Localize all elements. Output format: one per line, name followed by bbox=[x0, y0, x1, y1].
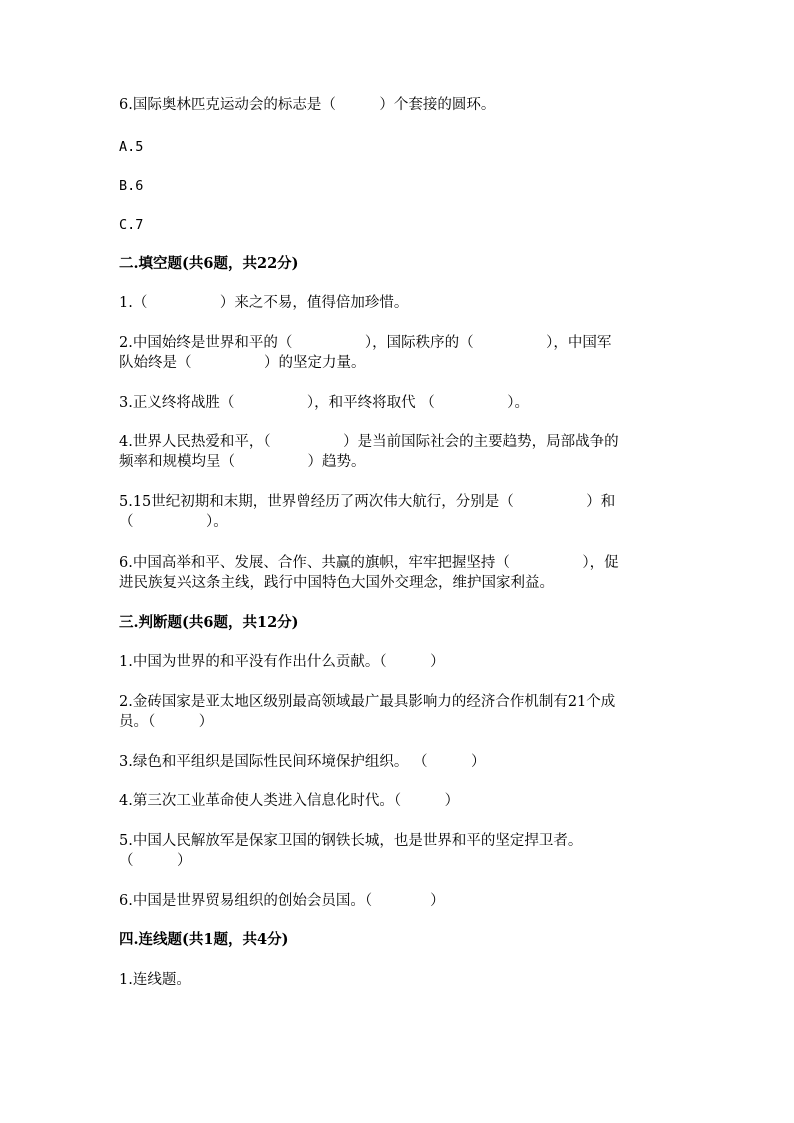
judge-question-6: 6.中国是世界贸易组织的创始会员国。（ ） bbox=[119, 893, 445, 909]
fill-question-4-line-2: 频率和规模均呈（ ）趋势。 bbox=[119, 454, 366, 470]
judge-question-2-line-1: 2.金砖国家是亚太地区级别最高领域最广最具影响力的经济合作机制有21个成 bbox=[119, 694, 616, 710]
fill-question-6-line-2: 进民族复兴这条主线，践行中国特色大国外交理念，维护国家利益。 bbox=[119, 575, 554, 591]
option-b: B.6 bbox=[119, 178, 144, 194]
judge-question-5-line-1: 5.中国人民解放军是保家卫国的钢铁长城，也是世界和平的坚定捍卫者。 bbox=[119, 833, 583, 849]
fill-question-4-line-1: 4.世界人民热爱和平，（ ）是当前国际社会的主要趋势，局部战争的 bbox=[119, 434, 619, 450]
judge-question-5-line-2: （ ） bbox=[119, 853, 192, 869]
option-a: A.5 bbox=[119, 139, 144, 155]
section-heading-fill-in: 二.填空题(共6题，共22分) bbox=[119, 255, 299, 272]
judge-question-3: 3.绿色和平组织是国际性民间环境保护组织。 （ ） bbox=[119, 754, 486, 770]
section-heading-matching: 四.连线题(共1题，共4分) bbox=[119, 931, 289, 948]
judge-question-1: 1.中国为世界的和平没有作出什么贡献。（ ） bbox=[119, 654, 445, 670]
fill-question-3: 3.正义终将战胜（ ），和平终将取代 （ ）。 bbox=[119, 395, 529, 411]
fill-question-5-line-2: （ ）。 bbox=[119, 514, 228, 530]
fill-question-5-line-1: 5.15世纪初期和末期，世界曾经历了两次伟大航行，分别是（ ）和 bbox=[119, 494, 616, 510]
judge-question-2-line-2: 员。（ ） bbox=[119, 714, 214, 730]
fill-question-2-line-1: 2.中国始终是世界和平的（ ），国际秩序的（ ），中国军 bbox=[119, 335, 612, 351]
judge-question-4: 4.第三次工业革命使人类进入信息化时代。（ ） bbox=[119, 793, 460, 809]
fill-question-1: 1.（ ）来之不易，值得倍加珍惜。 bbox=[119, 295, 409, 311]
matching-question-1: 1.连线题。 bbox=[119, 972, 191, 988]
fill-question-6-line-1: 6.中国高举和平、发展、合作、共赢的旗帜，牢牢把握坚持（ ），促 bbox=[119, 555, 619, 571]
section-heading-true-false: 三.判断题(共6题，共12分) bbox=[119, 614, 299, 631]
question-mc-6: 6.国际奥林匹克运动会的标志是（ ）个套接的圆环。 bbox=[119, 97, 496, 113]
option-c: C.7 bbox=[119, 217, 144, 233]
fill-question-2-line-2: 队始终是（ ）的坚定力量。 bbox=[119, 355, 366, 371]
